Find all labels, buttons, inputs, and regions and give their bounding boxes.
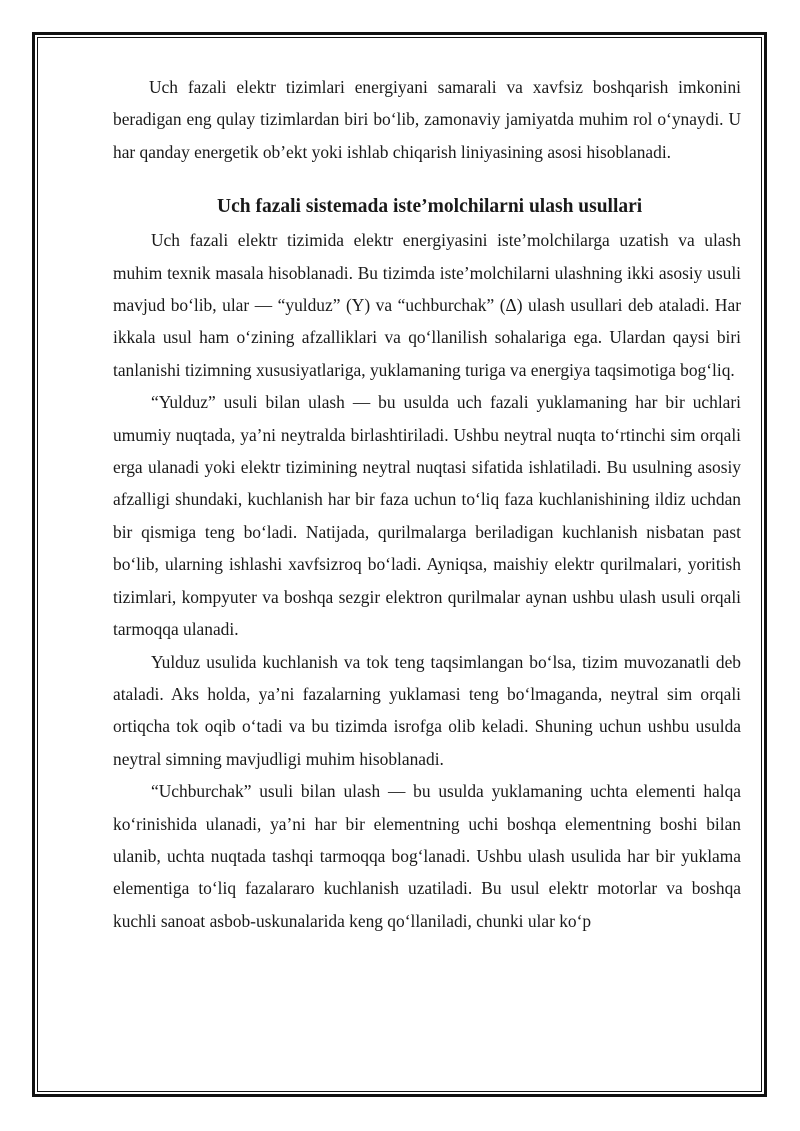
document-body [113, 71, 741, 937]
paragraph-yulduz: “Yulduz” usuli bilan ulash — bu usulda uch fazali yuklamaning har bir uchlari umumiy nuqtada, ya’ni neytralda birlashtiriladi. Ushbu neytral nuqta to‘rtinchi sim orqali erga ulanadi yoki elektr tizimining neytral nuqtasi sifatida ishlatiladi. Bu usulning asosiy afzalligi shundaki, kuchlanish har bir faza uchun to‘liq faza kuchlanishining ildiz uchdan bir qismiga teng bo‘ladi. Natijada, qurilmalarga beriladigan kuchlanish nisbatan past bo‘lib, ularning ishlashi xavfsizroq bo‘ladi. Ayniqsa, maishiy elektr qurilmalari, yoritish tizimlari, kompyuter va boshqa sezgir elektron qurilmalar aynan ushbu ulash usuli orqali tarmoqqa ulanadi. [113, 392, 741, 640]
paragraph-uchburchak: “Uchburchak” usuli bilan ulash — bu usulda yuklamaning uchta elementi halqa ko‘rinishida ulanadi, ya’ni har bir elementning uchi boshqa elementning boshi bilan ulanib, uchta nuqtada tashqi tarmoqqa bog‘lanadi. Ushbu ulash usulida har bir yuklama elementiga to‘liq fazalararo kuchlanish uzatiladi. Bu usul elektr motorlar va boshqa kuchli sanoat asbob-uskunalarida keng qo‘llaniladi, chunki ular ko‘p [113, 781, 741, 931]
intro-paragraph: Uch fazali elektr tizimlari energiyani samarali va xavfsiz boshqarish imkonini beradigan eng qulay tizimlardan biri bo‘lib, zamonaviy jamiyatda muhim rol o‘ynaydi. U har qanday energetik ob’ekt yoki ishlab chiqarish liniyasining asosi hisoblanadi. [113, 77, 741, 162]
section-heading: Uch fazali sistemada iste’molchilarni ulash usullari [217, 196, 643, 218]
paragraph-yulduz-muvozanat: Yulduz usulida kuchlanish va tok teng taqsimlangan bo‘lsa, tizim muvozanatli deb ataladi. Aks holda, ya’ni fazalarning yuklamasi teng bo‘lmaganda, neytral sim orqali ortiqcha tok oqib o‘tadi va bu tizimda isrofga olib keladi. Shuning uchun ushbu usulda neytral simning mavjudligi muhim hisoblanadi. [113, 651, 741, 769]
paragraph-ulash-intro: Uch fazali elektr tizimida elektr energiyasini iste’molchilarga uzatish va ulash muhim texnik masala hisoblanadi. Bu tizimda iste’molchilarni ulashning ikki asosiy usuli mavjud bo‘lib, ular — “yulduz” (Y) va “uchburchak” (Δ) ulash usullari deb ataladi. Har ikkala usul ham o‘zining afzalliklari va qo‘llanilish sohalariga ega. Ulardan qaysi biri tanlanishi tizimning xususiyatlariga, yuklamaning turiga va energiya taqsimotiga bog‘liq. [113, 230, 741, 380]
